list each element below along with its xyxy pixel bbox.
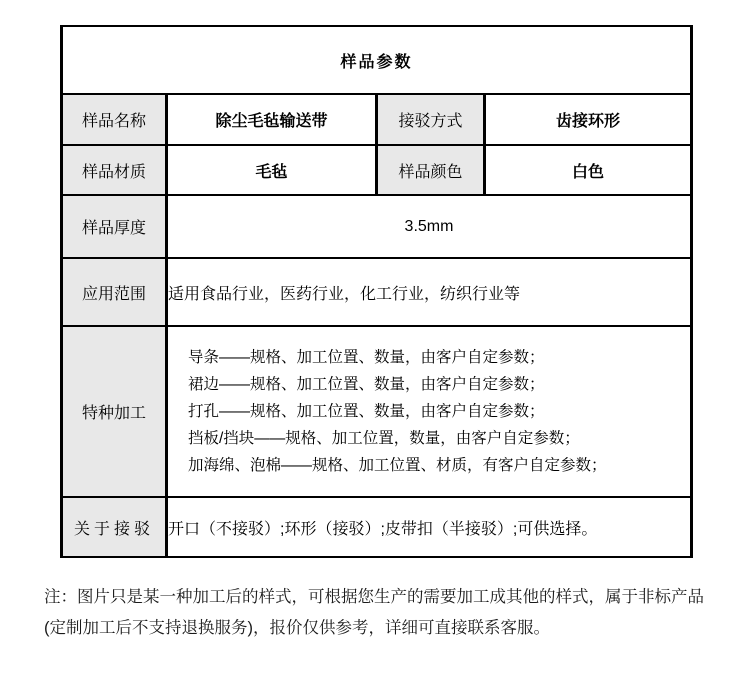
table-row bbox=[62, 145, 692, 195]
page-title: 样品参数 bbox=[62, 26, 692, 94]
special-processing-line: 打孔——规格、加工位置、数量，由客户自定参数； bbox=[188, 403, 545, 420]
value-sample-thickness: 3.5mm bbox=[167, 195, 692, 258]
special-processing-line: 加海绵、泡棉——规格、加工位置、材质，有客户自定参数； bbox=[188, 457, 607, 474]
table-row bbox=[62, 326, 692, 497]
special-processing-line: 挡板/挡块——规格、加工位置，数量，由客户自定参数； bbox=[188, 430, 580, 447]
table-row bbox=[62, 497, 692, 557]
label-sample-thickness: 样品厚度 bbox=[62, 195, 167, 258]
value-sample-name: 除尘毛毡输送带 bbox=[167, 94, 377, 145]
table-header-row bbox=[62, 26, 692, 94]
spec-table bbox=[60, 25, 693, 558]
value-about-joining: 开口（不接驳）;环形（接驳）;皮带扣（半接驳）;可供选择。 bbox=[167, 497, 692, 557]
table-row bbox=[62, 258, 692, 326]
footnote: 注：图片只是某一种加工后的样式，可根据您生产的需要加工成其他的样式，属于非标产品(定制加工后不支持退换服务)，报价仅供参考，详细可直接联系客服。 bbox=[44, 588, 704, 637]
value-join-method: 齿接环形 bbox=[485, 94, 692, 145]
value-sample-color: 白色 bbox=[485, 145, 692, 195]
label-sample-color: 样品颜色 bbox=[377, 145, 485, 195]
table-row bbox=[62, 195, 692, 258]
value-sample-material: 毛毡 bbox=[167, 145, 377, 195]
value-application-range: 适用食品行业，医药行业，化工行业，纺织行业等 bbox=[167, 258, 692, 326]
label-join-method: 接驳方式 bbox=[377, 94, 485, 145]
table-row bbox=[62, 94, 692, 145]
label-application-range: 应用范围 bbox=[62, 258, 167, 326]
special-processing-line: 裙边——规格、加工位置、数量，由客户自定参数； bbox=[188, 376, 545, 393]
special-processing-lines bbox=[168, 338, 690, 485]
label-sample-material: 样品材质 bbox=[62, 145, 167, 195]
label-sample-name: 样品名称 bbox=[62, 94, 167, 145]
value-special-processing bbox=[167, 326, 692, 497]
label-special-processing: 特种加工 bbox=[62, 326, 167, 497]
special-processing-line: 导条——规格、加工位置、数量，由客户自定参数； bbox=[188, 349, 545, 366]
label-about-joining: 关于接驳 bbox=[62, 497, 167, 557]
